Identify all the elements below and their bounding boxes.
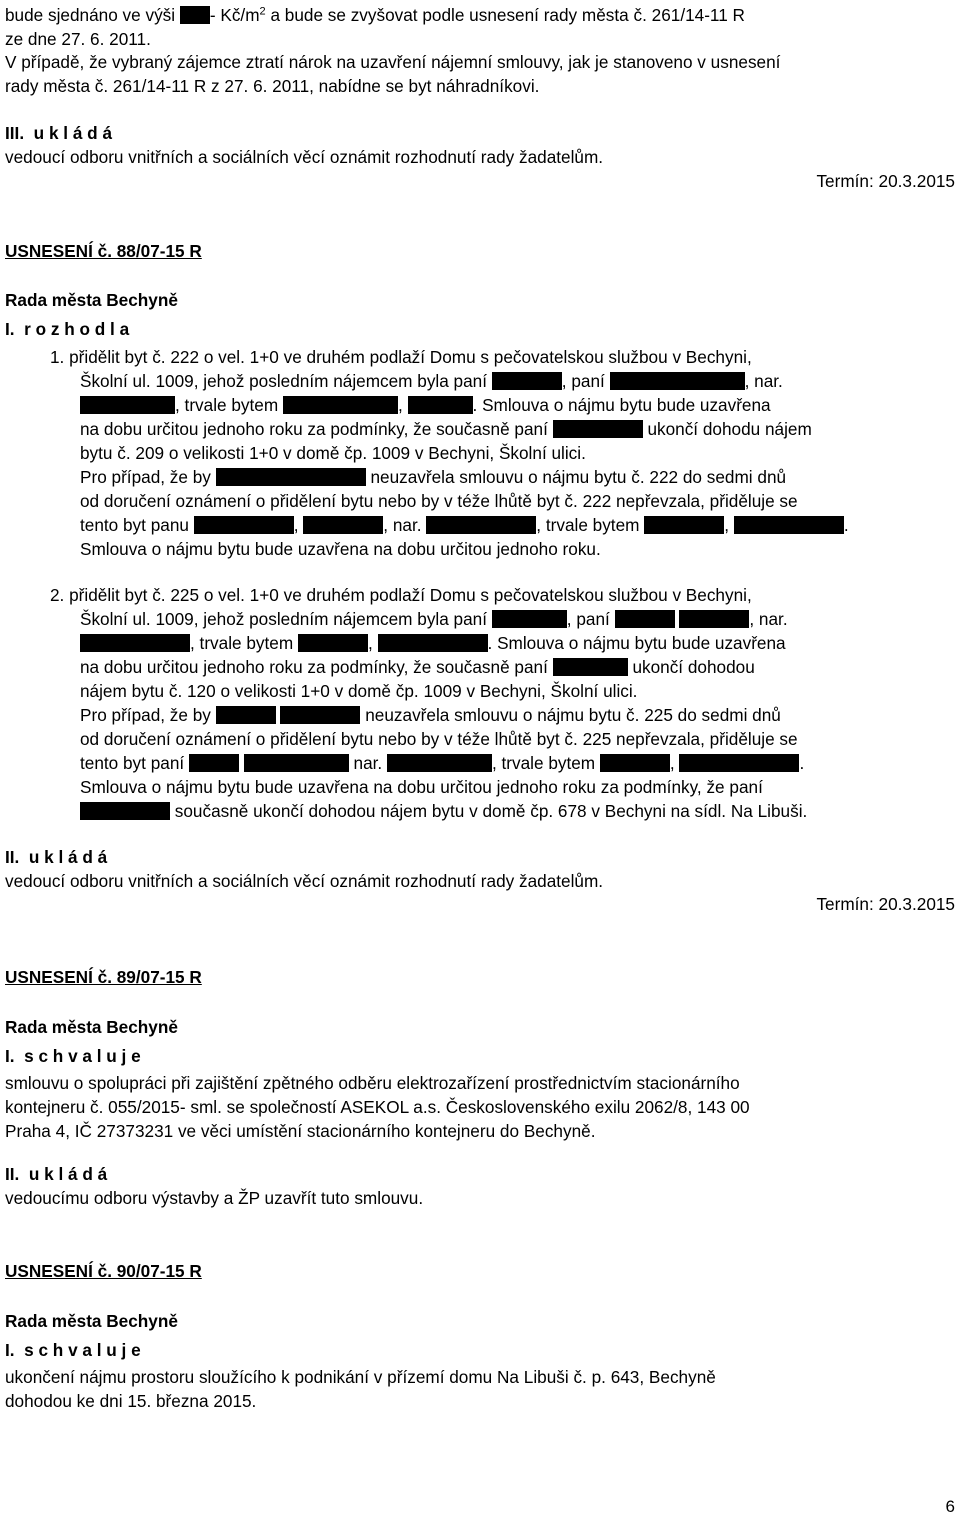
section-title: s c h v a l u j e <box>24 1046 141 1066</box>
text: tento byt panu <box>80 515 189 535</box>
resolution-title: USNESENÍ č. 88/07-15 R <box>5 241 202 261</box>
text: , <box>367 633 373 653</box>
redaction <box>80 802 170 820</box>
redaction <box>216 468 366 486</box>
body-line: Praha 4, IČ 27373231 ve věci umístění stacionárního kontejneru do Bechyně. <box>5 1121 596 1141</box>
text: Školní ul. 1009, jehož posledním nájemcem byla paní <box>80 371 488 391</box>
text: ukončí dohodou <box>632 657 755 677</box>
text: , <box>724 515 730 535</box>
text: , trvale bytem <box>175 395 279 415</box>
text: , trvale bytem <box>536 515 640 535</box>
section-heading <box>5 1339 955 1363</box>
text: , <box>669 753 675 773</box>
text: na dobu určitou jednoho roku za podmínky, že současně paní <box>80 657 548 677</box>
text: , paní <box>566 609 610 629</box>
redaction <box>600 754 670 772</box>
text: - Kč/m <box>209 5 260 25</box>
section-title: r o z h o d l a <box>24 319 130 339</box>
text: a bude se zvyšovat podle usnesení rady města č. 261/14-11 R <box>270 5 745 25</box>
superscript: 2 <box>259 5 266 18</box>
redaction <box>189 754 239 772</box>
intro-line-1 <box>5 4 955 28</box>
item-2-line-8 <box>80 752 955 776</box>
text: , trvale bytem <box>190 633 294 653</box>
item-2-line-10 <box>80 800 955 824</box>
text: bude sjednáno ve výši <box>5 5 176 25</box>
text: , <box>397 395 403 415</box>
redaction <box>298 634 368 652</box>
text: . <box>799 753 805 773</box>
item-2-line-4 <box>80 656 955 680</box>
page-number: 6 <box>945 1497 955 1516</box>
section-title: u k l á d á <box>28 1164 108 1184</box>
redaction <box>734 516 844 534</box>
section-title: u k l á d á <box>28 847 108 867</box>
item-2-line-7: od doručení oznámení o přidělení bytu nebo by v téže lhůtě byt č. 225 nepřevzala, přiděluje se <box>80 729 798 749</box>
text: tento byt paní <box>80 753 185 773</box>
text: , nar. <box>744 371 783 391</box>
text: nar. <box>353 753 383 773</box>
section-heading <box>5 846 955 870</box>
intro-line-2: ze dne 27. 6. 2011. <box>5 29 151 49</box>
section-heading <box>5 122 955 146</box>
item-1-line-6 <box>80 466 955 490</box>
redaction <box>303 516 383 534</box>
section-number: I. <box>5 1046 15 1066</box>
item-2-line-6 <box>80 704 955 728</box>
redaction <box>615 610 675 628</box>
body-line: dohodou ke dni 15. března 2015. <box>5 1391 257 1411</box>
section-heading <box>5 318 955 342</box>
body-line: ukončení nájmu prostoru sloužícího k podnikání v přízemí domu Na Libuši č. p. 643, Bechyně <box>5 1367 716 1387</box>
redaction <box>553 420 643 438</box>
redaction <box>679 610 749 628</box>
deadline: Termín: 20.3.2015 <box>816 894 955 914</box>
redaction <box>408 396 473 414</box>
redaction <box>387 754 492 772</box>
council-name: Rada města Bechyně <box>5 1311 178 1331</box>
text: , paní <box>561 371 605 391</box>
section-title: u k l á d á <box>33 123 112 143</box>
section-text: vedoucí odboru vnitřních a sociálních věcí oznámit rozhodnutí rady žadatelům. <box>5 147 604 167</box>
text: Školní ul. 1009, jehož posledním nájemcem byla paní <box>80 609 488 629</box>
section-text: vedoucí odboru vnitřních a sociálních věcí oznámit rozhodnutí rady žadatelům. <box>5 871 604 891</box>
council-name: Rada města Bechyně <box>5 290 178 310</box>
redaction <box>426 516 536 534</box>
section-title: s c h v a l u j e <box>24 1340 141 1360</box>
redaction <box>492 372 562 390</box>
section-number: II. <box>5 847 20 867</box>
section-number: III. <box>5 123 25 143</box>
item-1-line-2 <box>80 370 955 394</box>
redaction <box>180 6 210 24</box>
redaction <box>492 610 567 628</box>
item-1-line-9: Smlouva o nájmu bytu bude uzavřena na dobu určitou jednoho roku. <box>80 539 601 559</box>
text: na dobu určitou jednoho roku za podmínky, že současně paní <box>80 419 548 439</box>
redaction <box>283 396 398 414</box>
item-1-line-8 <box>80 514 955 538</box>
redaction <box>194 516 294 534</box>
redaction <box>244 754 349 772</box>
section-heading <box>5 1163 955 1187</box>
body-line: smlouvu o spolupráci při zajištění zpětného odběru elektrozařízení prostřednictvím stacionárního <box>5 1073 740 1093</box>
redaction <box>644 516 724 534</box>
item-1-line-4 <box>80 418 955 442</box>
section-number: I. <box>5 319 15 339</box>
council-name: Rada města Bechyně <box>5 1017 178 1037</box>
text: neuzavřela smlouvu o nájmu bytu č. 225 do sedmi dnů <box>365 705 781 725</box>
text: současně ukončí dohodou nájem bytu v domě čp. 678 v Bechyni na sídl. Na Libuši. <box>174 801 808 821</box>
intro-line-4: rady města č. 261/14-11 R z 27. 6. 2011, nabídne se byt náhradníkovi. <box>5 76 540 96</box>
item-1-line-7: od doručení oznámení o přidělení bytu nebo by v téže lhůtě byt č. 222 nepřevzala, přiděluje se <box>80 491 798 511</box>
text: . Smlouva o nájmu bytu bude uzavřena <box>487 633 786 653</box>
deadline: Termín: 20.3.2015 <box>816 171 955 191</box>
item-1-line-5: bytu č. 209 o velikosti 1+0 v domě čp. 1009 v Bechyni, Školní ulici. <box>80 443 586 463</box>
section-number: I. <box>5 1340 15 1360</box>
section-text: vedoucímu odboru výstavby a ŽP uzavřít tuto smlouvu. <box>5 1188 424 1208</box>
redaction <box>216 706 276 724</box>
text: , trvale bytem <box>491 753 596 773</box>
section-number: II. <box>5 1164 20 1184</box>
text: , <box>293 515 299 535</box>
item-2-line-1: 2. přidělit byt č. 225 o vel. 1+0 ve druhém podlaží Domu s pečovatelskou službou v Bechyni, <box>50 585 752 605</box>
intro-line-3: V případě, že vybraný zájemce ztratí nárok na uzavření nájemní smlouvy, jak je stanoveno v usnesení <box>5 52 781 72</box>
item-2-line-5: nájem bytu č. 120 o velikosti 1+0 v domě čp. 1009 v Bechyni, Školní ulici. <box>80 681 638 701</box>
redaction <box>80 396 175 414</box>
text: Pro případ, že by <box>80 467 211 487</box>
text: ukončí dohodu nájem <box>647 419 812 439</box>
item-2-line-3 <box>80 632 955 656</box>
text: , nar. <box>749 609 788 629</box>
resolution-title: USNESENÍ č. 90/07-15 R <box>5 1261 202 1281</box>
item-1-line-1: 1. přidělit byt č. 222 o vel. 1+0 ve druhém podlaží Domu s pečovatelskou službou v Bechyni, <box>50 347 752 367</box>
redaction <box>679 754 799 772</box>
item-2-line-9: Smlouva o nájmu bytu bude uzavřena na dobu určitou jednoho roku za podmínky, že paní <box>80 777 763 797</box>
redaction <box>80 634 190 652</box>
redaction <box>280 706 360 724</box>
body-line: kontejneru č. 055/2015- sml. se společností ASEKOL a.s. Československého exilu 2062/8, 143 00 <box>5 1097 750 1117</box>
text: neuzavřela smlouvu o nájmu bytu č. 222 do sedmi dnů <box>370 467 787 487</box>
text: Pro případ, že by <box>80 705 211 725</box>
resolution-title: USNESENÍ č. 89/07-15 R <box>5 967 202 987</box>
redaction <box>610 372 745 390</box>
text: . Smlouva o nájmu bytu bude uzavřena <box>472 395 771 415</box>
item-2-line-2 <box>80 608 955 632</box>
section-heading <box>5 1045 955 1069</box>
text: . <box>843 515 849 535</box>
redaction <box>378 634 488 652</box>
redaction <box>553 658 628 676</box>
text: , nar. <box>383 515 422 535</box>
item-1-line-3 <box>80 394 955 418</box>
